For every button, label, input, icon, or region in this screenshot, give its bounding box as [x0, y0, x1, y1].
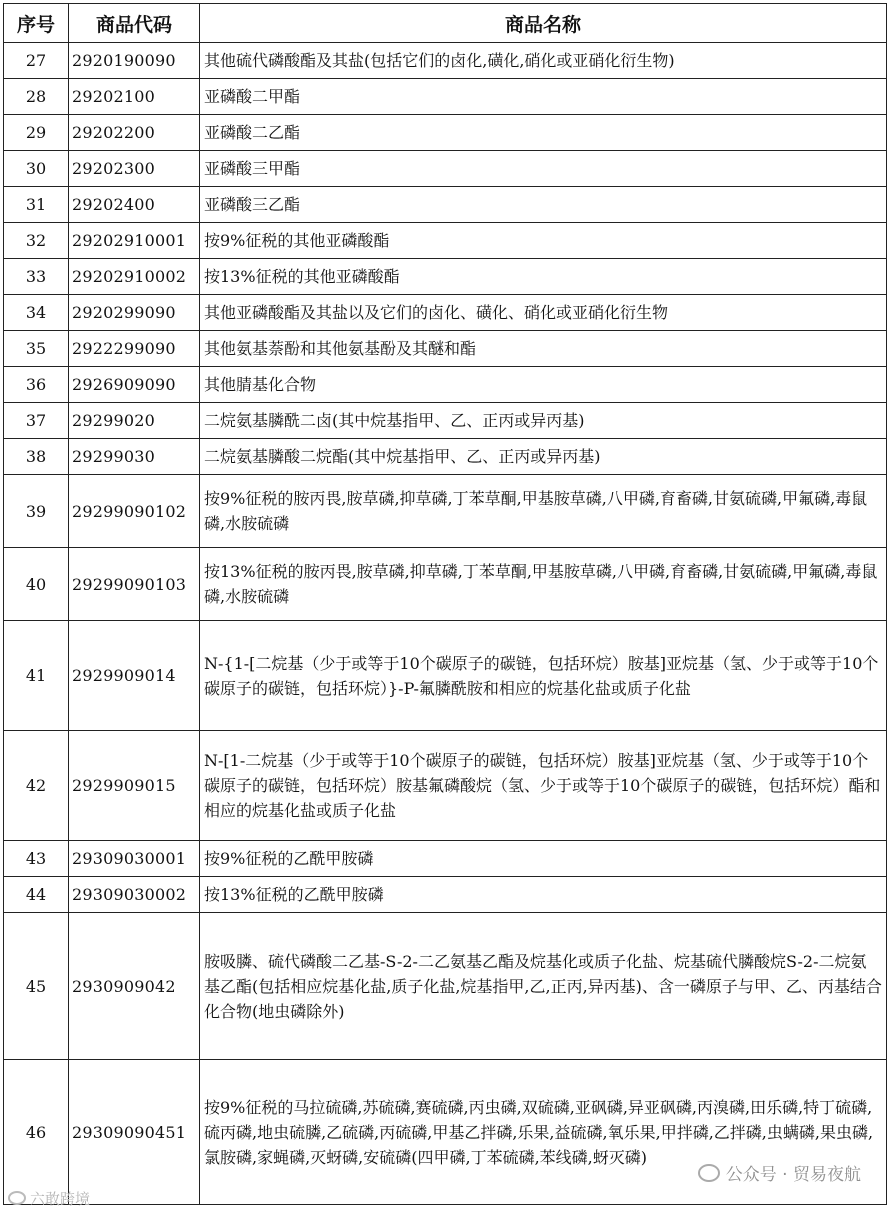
row-name: 二烷氨基膦酰二卤(其中烷基指甲、乙、正丙或异丙基)	[200, 403, 887, 439]
row-index: 28	[4, 79, 69, 115]
row-index: 34	[4, 295, 69, 331]
row-code: 29202910001	[69, 223, 200, 259]
header-name: 商品名称	[200, 4, 887, 43]
watermark-right	[694, 1160, 865, 1185]
table-row	[4, 259, 887, 295]
table-row	[4, 151, 887, 187]
row-code: 2930909042	[69, 913, 200, 1060]
table-row	[4, 877, 887, 913]
row-index: 40	[4, 548, 69, 621]
row-code: 29309030002	[69, 877, 200, 913]
row-name: 按13%征税的胺丙畏,胺草磷,抑草磷,丁苯草酮,甲基胺草磷,八甲磷,育畜磷,甘氨硫磷,甲氟磷,毒鼠磷,水胺硫磷	[200, 548, 887, 621]
row-index: 42	[4, 731, 69, 841]
row-name: 按9%征税的马拉硫磷,苏硫磷,赛硫磷,丙虫磷,双硫磷,亚砜磷,异亚砜磷,丙溴磷,田乐磷,特丁硫磷,硫丙磷,地虫硫膦,乙硫磷,丙硫磷,甲基乙拌磷,乐果,益硫磷,氧乐果,甲拌磷,乙拌磷,虫螨磷,果虫磷,氯胺磷,家蝇磷,灭蚜磷,安硫磷(四甲磷,丁苯硫磷,苯线磷,蚜灭磷)	[200, 1060, 887, 1205]
row-index: 45	[4, 913, 69, 1060]
table-row	[4, 43, 887, 79]
row-name: N-[1-二烷基（少于或等于10个碳原子的碳链，包括环烷）胺基]亚烷基（氢、少于或等于10个碳原子的碳链，包括环烷）胺基氟磷酸烷（氢、少于或等于10个碳原子的碳链，包括环烷）酯和相应的烷基化盐或质子化盐	[200, 731, 887, 841]
row-name: 其他氨基萘酚和其他氨基酚及其醚和酯	[200, 331, 887, 367]
row-index: 38	[4, 439, 69, 475]
row-name: N-{1-[二烷基（少于或等于10个碳原子的碳链，包括环烷）胺基]亚烷基（氢、少于或等于10个碳原子的碳链，包括环烷）}-P-氟膦酰胺和相应的烷基化盐或质子化盐	[200, 621, 887, 731]
row-name: 其他亚磷酸酯及其盐以及它们的卤化、磺化、硝化或亚硝化衍生物	[200, 295, 887, 331]
table-row	[4, 731, 887, 841]
row-code: 29299090102	[69, 475, 200, 548]
table-row	[4, 621, 887, 731]
row-code: 29202910002	[69, 259, 200, 295]
table-row	[4, 367, 887, 403]
table-header-row	[4, 4, 887, 43]
row-code: 2926909090	[69, 367, 200, 403]
wechat-icon	[698, 1164, 720, 1182]
header-code: 商品代码	[69, 4, 200, 43]
table-row	[4, 475, 887, 548]
row-name: 其他腈基化合物	[200, 367, 887, 403]
row-index: 44	[4, 877, 69, 913]
row-code: 2929909015	[69, 731, 200, 841]
row-code: 29309030001	[69, 841, 200, 877]
row-code: 29202300	[69, 151, 200, 187]
commodity-table	[3, 3, 887, 1205]
table-body	[4, 43, 887, 1205]
row-code: 29299090103	[69, 548, 200, 621]
row-index: 36	[4, 367, 69, 403]
row-index: 43	[4, 841, 69, 877]
watermark-left	[8, 1188, 90, 1209]
row-name: 按9%征税的其他亚磷酸酯	[200, 223, 887, 259]
table-row	[4, 439, 887, 475]
row-index: 30	[4, 151, 69, 187]
watermark-right-text: 公众号 · 贸易夜航	[725, 1165, 861, 1185]
row-index: 37	[4, 403, 69, 439]
row-code: 29202200	[69, 115, 200, 151]
table-row	[4, 79, 887, 115]
row-code: 2920299090	[69, 295, 200, 331]
row-index: 39	[4, 475, 69, 548]
table-row	[4, 548, 887, 621]
row-code: 29299020	[69, 403, 200, 439]
row-code: 29309090451	[69, 1060, 200, 1205]
row-code: 29202100	[69, 79, 200, 115]
row-index: 41	[4, 621, 69, 731]
chat-bubble-icon	[8, 1191, 26, 1205]
row-code: 2922299090	[69, 331, 200, 367]
row-code: 29299030	[69, 439, 200, 475]
row-name: 亚磷酸二甲酯	[200, 79, 887, 115]
row-index: 35	[4, 331, 69, 367]
row-name: 二烷氨基膦酸二烷酯(其中烷基指甲、乙、正丙或异丙基)	[200, 439, 887, 475]
row-index: 29	[4, 115, 69, 151]
row-name: 亚磷酸三乙酯	[200, 187, 887, 223]
row-name: 亚磷酸三甲酯	[200, 151, 887, 187]
row-name: 其他硫代磷酸酯及其盐(包括它们的卤化,磺化,硝化或亚硝化衍生物)	[200, 43, 887, 79]
watermark-left-text: 六敢跨境	[30, 1190, 91, 1208]
row-code: 2929909014	[69, 621, 200, 731]
table-row	[4, 331, 887, 367]
table-row	[4, 295, 887, 331]
row-name: 按13%征税的其他亚磷酸酯	[200, 259, 887, 295]
row-index: 27	[4, 43, 69, 79]
row-name: 按9%征税的乙酰甲胺磷	[200, 841, 887, 877]
row-name: 亚磷酸二乙酯	[200, 115, 887, 151]
row-code: 29202400	[69, 187, 200, 223]
table-row	[4, 187, 887, 223]
row-code: 2920190090	[69, 43, 200, 79]
table-row	[4, 115, 887, 151]
row-index: 46	[4, 1060, 69, 1205]
table-row	[4, 223, 887, 259]
header-index: 序号	[4, 4, 69, 43]
row-name: 按9%征税的胺丙畏,胺草磷,抑草磷,丁苯草酮,甲基胺草磷,八甲磷,育畜磷,甘氨硫磷,甲氟磷,毒鼠磷,水胺硫磷	[200, 475, 887, 548]
row-index: 31	[4, 187, 69, 223]
table-row	[4, 403, 887, 439]
table-row	[4, 841, 887, 877]
row-name: 胺吸膦、硫代磷酸二乙基-S-2-二乙氨基乙酯及烷基化或质子化盐、烷基硫代膦酸烷S-2-二烷氨基乙酯(包括相应烷基化盐,质子化盐,烷基指甲,乙,正丙,异丙基)、含一磷原子与甲、乙、丙基结合化合物(地虫磷除外)	[200, 913, 887, 1060]
row-index: 33	[4, 259, 69, 295]
row-name: 按13%征税的乙酰甲胺磷	[200, 877, 887, 913]
row-index: 32	[4, 223, 69, 259]
table-row	[4, 913, 887, 1060]
